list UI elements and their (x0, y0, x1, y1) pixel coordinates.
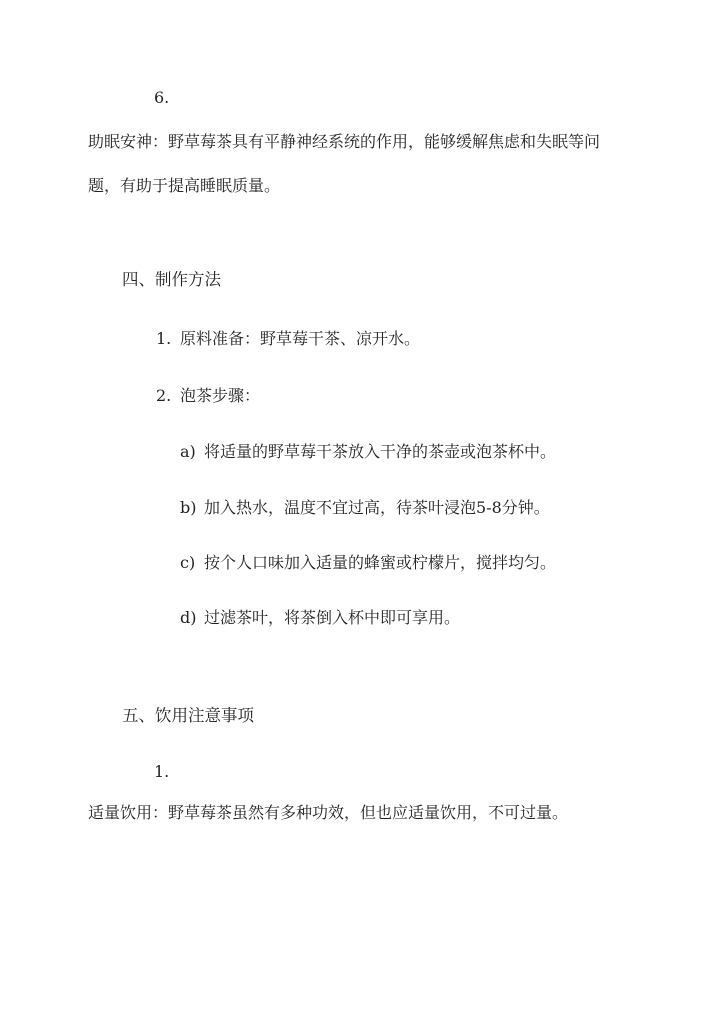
section-heading: 五、饮用注意事项 (122, 706, 254, 725)
list-number: 2. (156, 386, 172, 405)
sub-list-label: d) (180, 608, 197, 627)
sub-list-label: c) (180, 553, 196, 572)
list-item (156, 384, 260, 408)
paragraph-line: 适量饮用：野草莓茶虽然有多种功效，但也应适量饮用，不可过量。 (88, 803, 569, 822)
sub-list-item (180, 551, 556, 575)
section-heading: 四、制作方法 (122, 270, 221, 289)
sub-list-item (180, 440, 556, 464)
sub-list-text: 过滤茶叶，将茶倒入杯中即可享用。 (204, 608, 461, 627)
sub-list-text: 按个人口味加入适量的蜂蜜或柠檬片，搅拌均匀。 (204, 553, 557, 572)
sub-list-text: 将适量的野草莓干茶放入干净的茶壶或泡茶杯中。 (204, 442, 557, 461)
paragraph-line: 题，有助于提高睡眠质量。 (88, 176, 281, 195)
list-number: 1. (154, 762, 170, 781)
sub-list-item (180, 606, 460, 630)
sub-list-item (180, 496, 550, 520)
list-number: 1. (156, 329, 172, 348)
sub-list-text: 加入热水，温度不宜过高，待茶叶浸泡5-8分钟。 (204, 498, 550, 517)
paragraph-line: 助眠安神：野草莓茶具有平静神经系统的作用，能够缓解焦虑和失眠等问 (88, 132, 601, 151)
sub-list-label: a) (180, 442, 196, 461)
list-item-text: 泡茶步骤： (180, 386, 261, 405)
list-number: 6. (154, 88, 170, 107)
list-item-text: 原料准备：野草莓干茶、凉开水。 (180, 329, 421, 348)
sub-list-label: b) (180, 498, 197, 517)
list-item (156, 327, 420, 351)
